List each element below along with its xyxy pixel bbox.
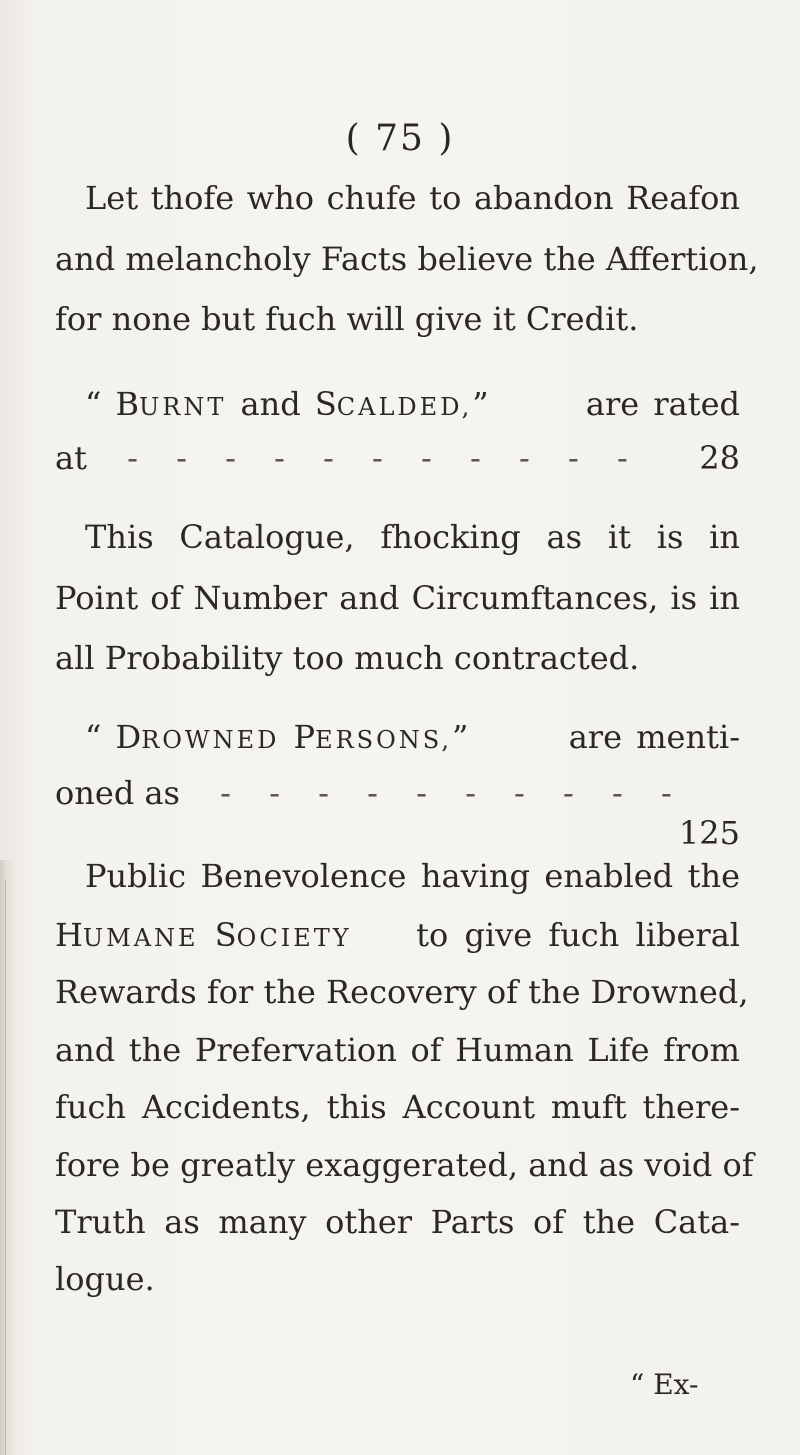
paragraph-3-line-3: Rewards for the Recovery of the Drowned, [55,973,749,1011]
paragraph-1-line-1: Let thofe who chufe to abandon Reafon [85,179,740,217]
paragraph-3-line-7: Truth as many other Parts of the Cata- [55,1203,740,1241]
paragraph-1-line-2: and melancholy Facts believe the Affertion, [55,240,759,278]
paragraph-2-line-1: This Catalogue, fhocking as it is in [85,518,740,556]
open-quote: “ [85,718,102,756]
book-spine-shadow [0,860,14,1455]
catchword: “ Ex- [630,1368,699,1401]
paragraph-1-line-3: for none but fuch will give it Credit. [55,300,639,338]
page-number: ( 75 ) [345,118,455,159]
entry-burnt-scalded-heading: “ BURNT and SCALDED,” are rated [85,385,740,423]
paragraph-3-line-6: fore be greatly exaggerated, and as void of [55,1146,754,1184]
entry-drowned-persons-value-line: oned as - - - - - - - - - - 125 [55,774,740,852]
entry-drowned-persons-heading: “ DROWNED PERSONS,” are menti- [85,718,740,756]
paragraph-3-line-5: fuch Accidents, this Account muft there- [55,1088,740,1126]
open-quote: “ [85,385,102,423]
book-spine-edge [5,880,6,1455]
paragraph-3-line-1: Public Benevolence having enabled the [85,857,740,895]
drowned-persons-count: 125 [678,814,740,852]
leader-dashes: - - - - - - - - - - - [127,439,642,477]
paragraph-3-line-4: and the Prefervation of Human Life from [55,1031,740,1069]
paragraph-3-line-2: HUMANE SOCIETY to give fuch liberal [55,916,740,954]
burnt-scalded-count: 28 [699,439,740,477]
entry-burnt-scalded-value-line: at - - - - - - - - - - - 28 [55,439,740,477]
paragraph-3-line-8: logue. [55,1260,155,1298]
leader-dashes: - - - - - - - - - - [220,774,686,812]
paragraph-2-line-3: all Probability too much contracted. [55,639,640,677]
paragraph-2-line-2: Point of Number and Circumftances, is in [55,579,740,617]
